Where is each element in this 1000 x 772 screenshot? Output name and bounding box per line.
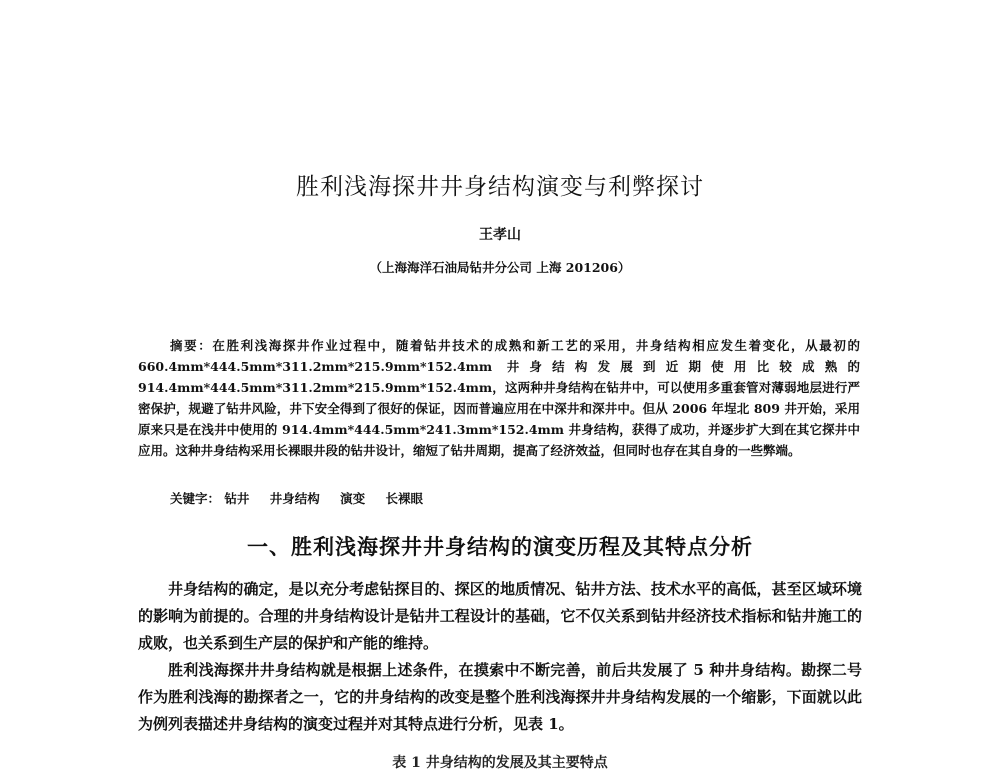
body-paragraph: 胜利浅海探井井身结构就是根据上述条件，在摸索中不断完善，前后共发展了 5 种井身结构。勘探二号作为胜利浅海的勘探者之一，它的井身结构的改变是整个胜利浅海探井井身结构发展的一个缩影，下面就以此为例列表描述井身结构的演变过程并对其特点进行分析，见表 1。 <box>138 661 862 733</box>
body-paragraph: 井身结构的确定，是以充分考虑钻探目的、探区的地质情况、钻井方法、技术水平的高低，甚至区域环境的影响为前提的。合理的井身结构设计是钻井工程设计的基础，它不仅关系到钻井经济技术指标和钻井施工的成败，也关系到生产层的保护和产能的维持。 <box>138 580 862 652</box>
abstract-text: 在胜利浅海探井作业过程中，随着钻井技术的成熟和新工艺的采用，井身结构相应发生着变化，从最初的 660.4mm*444.5mm*311.2mm*215.9mm*152.4mm 井身结构发展到近期使用比较成熟的 914.4mm*444.5mm*311.2mm*215.9mm*152.4mm，这两种井身结构在钻井中，可以使用多重套管对薄弱地层进行严密保护，规避了钻井风险，井下安全得到了很好的保证，因而普遍应用在中深井和深井中。但从 2006 年埕北 809 井开始，采用原来只是在浅井中使用的 914.4mm*444.5mm*241.3mm*152.4mm 井身结构，获得了成功，并逐步扩大到在其它探井中应用。这种井身结构采用长裸眼井段的钻井设计，缩短了钻井周期，提高了经济效益，但同时也存在其自身的一些弊端。 <box>138 338 860 458</box>
body-text <box>138 576 862 738</box>
keyword: 钻井 <box>224 491 250 506</box>
author-affiliation: （上海海洋石油局钻井分公司 上海 201206） <box>369 260 631 275</box>
keyword: 长裸眼 <box>385 491 424 506</box>
keyword: 井身结构 <box>269 491 320 506</box>
keyword: 演变 <box>340 491 366 506</box>
abstract <box>138 335 860 461</box>
section-heading: 一、胜利浅海探井井身结构的演变历程及其特点分析 <box>247 534 753 559</box>
keywords <box>170 489 860 507</box>
table-caption: 表 1 井身结构的发展及其主要特点 <box>392 755 608 771</box>
paper-title: 胜利浅海探井井身结构演变与利弊探讨 <box>296 174 704 200</box>
keywords-label: 关键字： <box>170 491 221 506</box>
abstract-label: 摘要： <box>170 338 213 353</box>
author-name: 王孝山 <box>479 227 521 243</box>
